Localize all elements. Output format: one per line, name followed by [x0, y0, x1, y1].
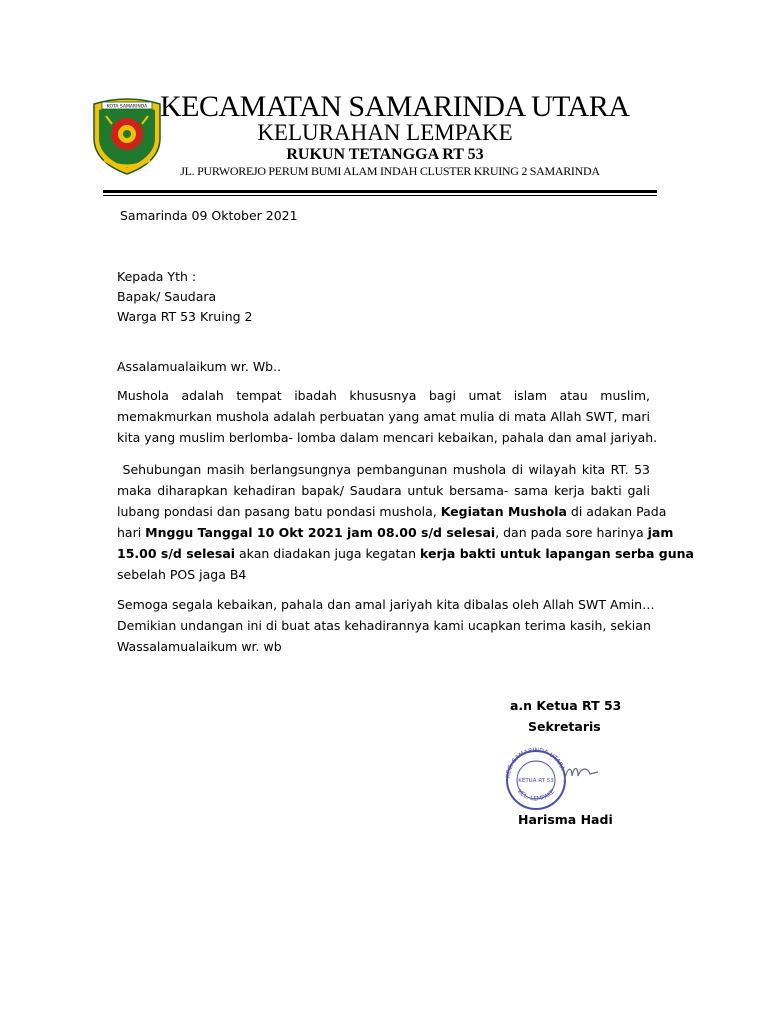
letter-date: Samarinda 09 Oktober 2021: [120, 208, 298, 223]
bold-text-run: 15.00 s/d selesai: [117, 546, 236, 561]
paragraph-2: [117, 459, 694, 585]
stamp-text-center: KETUA RT 53: [518, 778, 554, 784]
bold-text-run: Kegiatan Mushola: [440, 504, 567, 519]
paragraph-3-line: Semoga segala kebaikan, pahala dan amal jariyah kita dibalas oleh Allah SWT Amin…: [117, 597, 655, 612]
stamp-text-bottom: KEL. LEMPAKE: [515, 788, 557, 803]
recipient-line-3: Warga RT 53 Kruing 2: [117, 309, 253, 324]
svg-text:KEL. LEMPAKE: [516, 788, 556, 803]
paragraph-2-line: Sehubungan masih berlangsungnya pembangunan mushola di wilayah kita RT. 53: [117, 462, 650, 477]
official-stamp-icon: [502, 742, 612, 812]
header-divider-thick: [103, 190, 657, 193]
paragraph-1-line: kita yang muslim berlomba- lomba dalam mencari kebaikan, pahala dan amal jariyah.: [117, 430, 658, 445]
recipient-line-2: Bapak/ Saudara: [117, 289, 217, 304]
header-district: KECAMATAN SAMARINDA UTARA: [160, 90, 630, 123]
paragraph-3-line: Wassalamualaikum wr. wb: [117, 639, 282, 654]
bold-text-run: Mnggu Tanggal 10 Okt 2021 jam 08.00 s/d selesai: [145, 525, 496, 540]
paragraph-3: [117, 594, 655, 657]
text-run: , dan pada sore harinya: [495, 525, 648, 540]
bold-text-run: jam: [647, 525, 674, 540]
text-run: akan diadakan juga kegatan: [235, 546, 420, 561]
paragraph-2-line: [117, 501, 667, 522]
header-village: KELURAHAN LEMPAKE: [257, 120, 513, 145]
paragraph-3-line: Demikian undangan ini di buat atas kehadirannya kami ucapkan terima kasih, sekian: [117, 618, 651, 633]
svg-text:KOTA SAMARINDA: KOTA SAMARINDA: [106, 104, 148, 110]
paragraph-1-line: memakmurkan mushola adalah perbuatan yang amat mulia di mata Allah SWT, mari: [117, 409, 650, 424]
paragraph-2-line: [117, 543, 694, 564]
svg-text:KEC. SAMARINDA UTARA: [505, 747, 566, 778]
text-run: hari: [117, 525, 146, 540]
header-divider-thin: [103, 195, 657, 196]
paragraph-2-line: [117, 522, 674, 543]
bold-text-run: kerja bakti untuk lapangan serba guna: [420, 546, 694, 561]
handwritten-signature: [564, 769, 598, 783]
greeting: Assalamualaikum wr. Wb..: [117, 359, 282, 374]
signature-on-behalf: a.n Ketua RT 53: [510, 698, 622, 713]
paragraph-1-line: Mushola adalah tempat ibadah khususnya bagi umat islam atau muslim,: [117, 388, 650, 403]
header-address: JL. PURWOREJO PERUM BUMI ALAM INDAH CLUSTER KRUING 2 SAMARINDA: [180, 164, 600, 178]
paragraph-2-line: sebelah POS jaga B4: [117, 567, 247, 582]
header-unit: RUKUN TETANGGA RT 53: [286, 146, 484, 163]
signatory-name: Harisma Hadi: [518, 812, 613, 827]
text-run: lubang pondasi dan pasang batu pondasi mushola,: [117, 504, 441, 519]
stamp-text-top: KEC. SAMARINDA UTARA: [504, 746, 566, 779]
text-run: di adakan Pada: [566, 504, 667, 519]
paragraph-1: [117, 385, 658, 448]
recipient-line-1: Kepada Yth :: [117, 269, 197, 284]
signature-role: Sekretaris: [528, 719, 601, 734]
paragraph-2-line: maka diharapkan kehadiran bapak/ Saudara untuk bersama- sama kerja bakti gali: [117, 483, 650, 498]
